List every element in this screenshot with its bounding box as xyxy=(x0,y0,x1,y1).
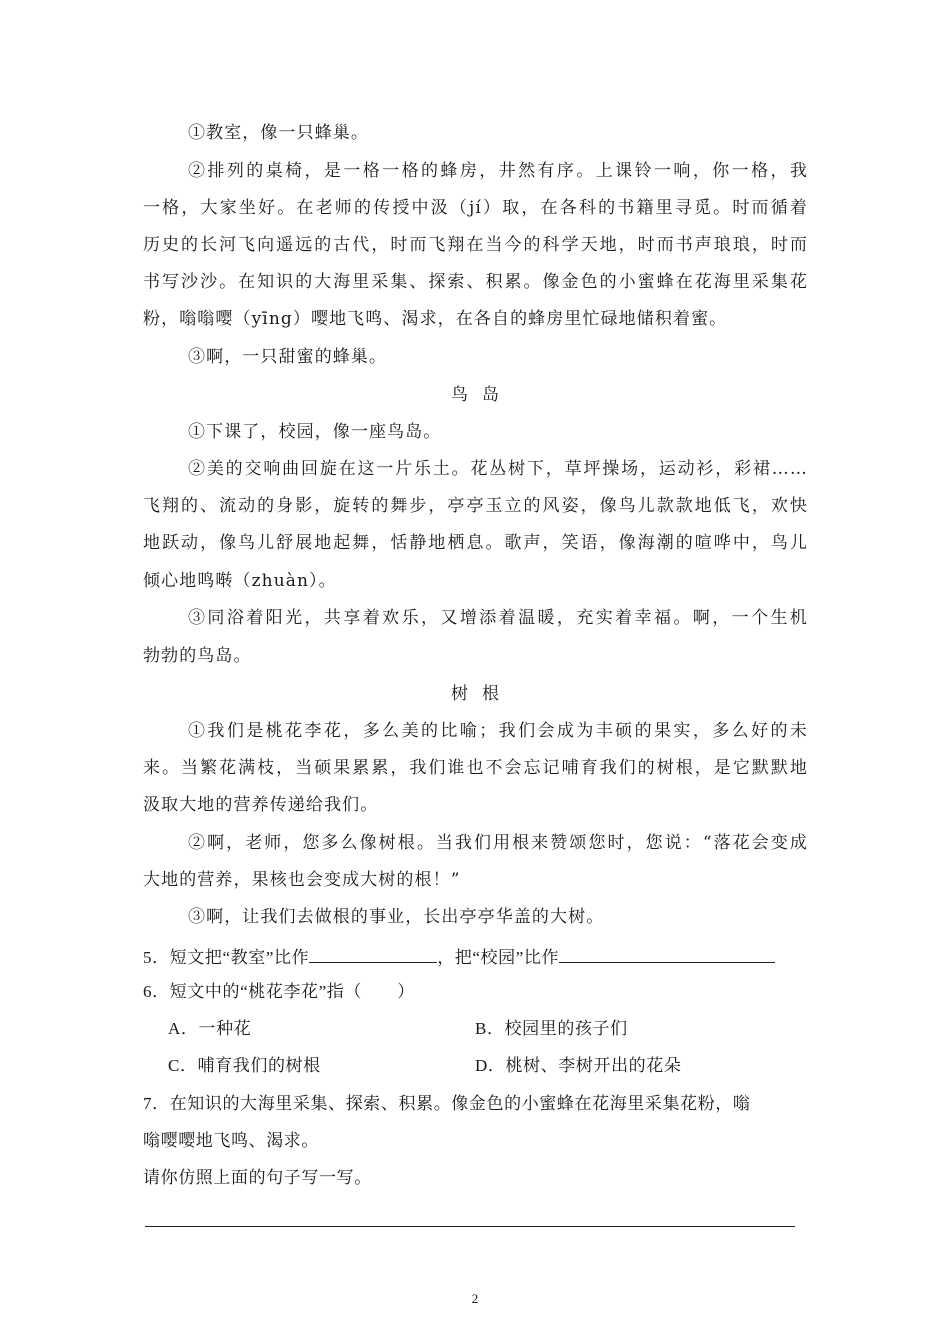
paragraph-line: ①下课了，校园，像一座鸟岛。 xyxy=(188,422,442,442)
section-heading: 树根 xyxy=(451,684,513,704)
paragraph-line: 粉，嗡嗡嘤（yīng）嘤地飞鸣、渴求，在各自的蜂房里忙碌地储积着蜜。 xyxy=(143,309,728,329)
paragraph-line: 来。当繁花满枝，当硕果累累，我们谁也不会忘记哺育我们的树根，是它默默地 xyxy=(143,758,808,778)
option-d[interactable]: D．桃树、李树开出的花朵 xyxy=(475,1056,682,1075)
paragraph-line: ③同浴着阳光，共享着欢乐，又增添着温暖，充实着幸福。啊，一个生机 xyxy=(188,608,808,628)
paragraph-line: ①教室，像一只蜂巢。 xyxy=(188,123,369,143)
answer-blank-1[interactable] xyxy=(309,944,437,963)
question-6-stem: 6．短文中的“桃花李花”指（ ） xyxy=(143,982,415,1001)
paragraph-line: ②美的交响曲回旋在这一片乐土。花丛树下，草坪操场，运动衫，彩裙…… xyxy=(188,459,808,479)
paragraph-line: ①我们是桃花李花，多么美的比喻；我们会成为丰硕的果实，多么好的未 xyxy=(188,721,808,741)
question-7-line-2: 嗡嘤嘤地飞鸣、渴求。 xyxy=(143,1131,319,1150)
paragraph-line: 倾心地鸣啭（zhuàn）。 xyxy=(143,571,337,591)
question-7-line-1: 7．在知识的大海里采集、探索、积累。像金色的小蜜蜂在花海里采集花粉，嗡 xyxy=(143,1094,751,1113)
option-c[interactable]: C．哺育我们的树根 xyxy=(168,1056,321,1075)
question-7-instruction: 请你仿照上面的句子写一写。 xyxy=(143,1168,372,1187)
question-5-text-2: ，把“校园”比作 xyxy=(437,948,560,967)
paragraph-line: 大地的营养，果核也会变成大树的根！” xyxy=(143,870,461,890)
option-a[interactable]: A．一种花 xyxy=(168,1019,252,1038)
option-b[interactable]: B．校园里的孩子们 xyxy=(475,1019,628,1038)
paragraph-line: 汲取大地的营养传递给我们。 xyxy=(143,795,379,815)
page-number: 2 xyxy=(471,1291,479,1306)
paragraph-line: 书写沙沙。在知识的大海里采集、探索、积累。像金色的小蜜蜂在花海里采集花 xyxy=(143,272,808,292)
answer-blank-2[interactable] xyxy=(559,944,775,963)
paragraph-line: ③啊，一只甜蜜的蜂巢。 xyxy=(188,347,388,367)
paragraph-line: 地跃动，像鸟儿舒展地起舞，恬静地栖息。歌声，笑语，像海潮的喧哗中，鸟儿 xyxy=(143,533,808,553)
question-5 xyxy=(143,944,808,969)
paragraph-line: 一格，大家坐好。在老师的传授中汲（jí）取，在各科的书籍里寻觅。时而循着 xyxy=(143,198,808,218)
paragraph-line: 飞翔的、流动的身影，旋转的舞步，亭亭玉立的风姿，像鸟儿款款地低飞，欢快 xyxy=(143,496,808,516)
paragraph-line: ②排列的桌椅，是一格一格的蜂房，井然有序。上课铃一响，你一格，我 xyxy=(188,161,808,181)
paragraph-line: ②啊，老师，您多么像树根。当我们用根来赞颂您时，您说：“落花会变成 xyxy=(188,833,808,853)
paragraph-line: ③啊，让我们去做根的事业，长出亭亭华盖的大树。 xyxy=(188,907,605,927)
question-5-text-1: 5．短文把“教室”比作 xyxy=(143,948,310,967)
section-heading: 鸟岛 xyxy=(451,385,513,405)
answer-writing-line[interactable] xyxy=(145,1226,795,1227)
paragraph-line: 历史的长河飞向遥远的古代，时而飞翔在当今的科学天地，时而书声琅琅，时而 xyxy=(143,235,808,255)
paragraph-line: 勃勃的鸟岛。 xyxy=(143,646,252,666)
